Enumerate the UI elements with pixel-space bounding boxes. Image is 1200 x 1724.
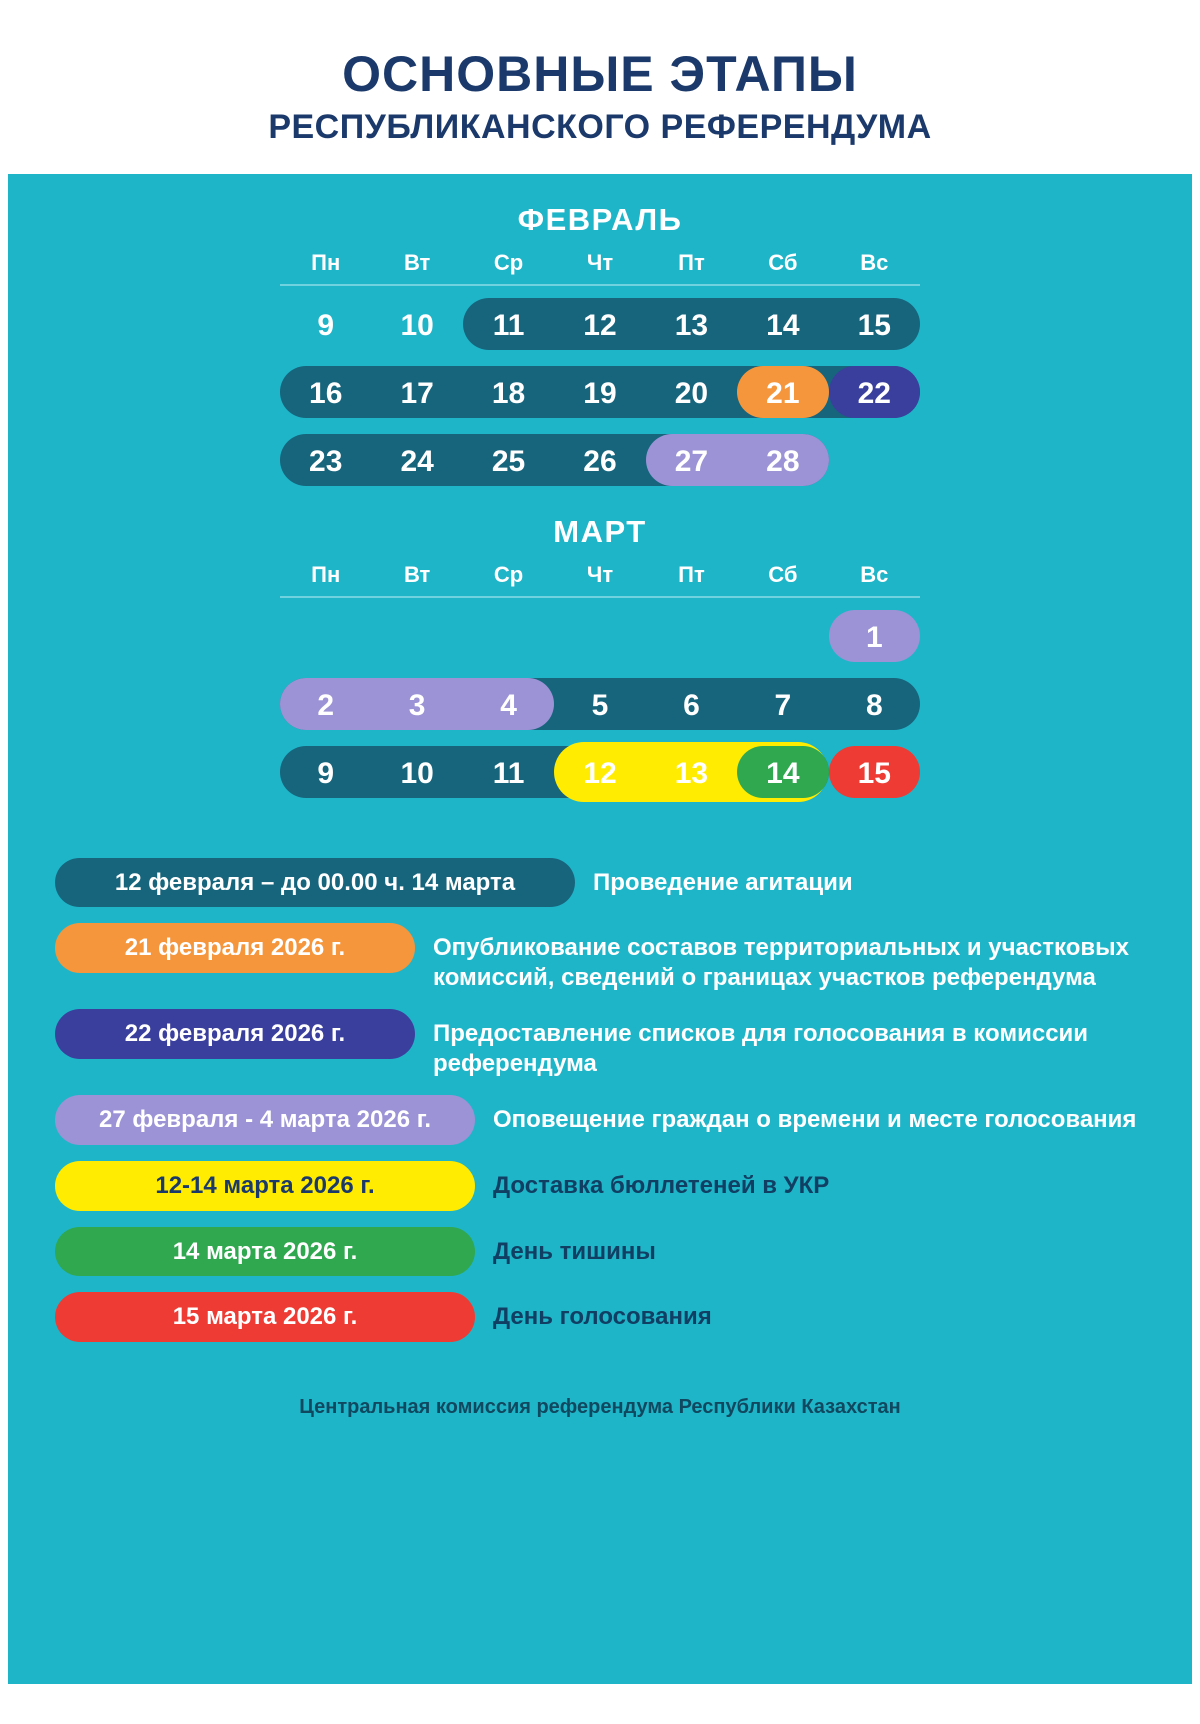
day-cell[interactable]: 26 [583, 444, 617, 478]
calendar-february [280, 202, 920, 490]
weekday-tue: Вт [403, 561, 431, 587]
day-cell[interactable]: 25 [491, 444, 526, 478]
day-cell[interactable]: 24 [400, 444, 434, 478]
legend-item [55, 858, 1145, 908]
legend-item [55, 1161, 1145, 1211]
page-subtitle: РЕСПУБЛИКАНСКОГО РЕФЕРЕНДУМА [268, 107, 932, 146]
legend-list [55, 858, 1145, 1342]
day-cell-empty [554, 612, 645, 664]
legend-item [55, 1009, 1145, 1079]
day-cell[interactable]: 11 [492, 756, 525, 790]
day-cell-highlight-1[interactable]: 1 [865, 620, 883, 654]
calendar-march [280, 514, 920, 802]
day-cell[interactable]: 14 [766, 308, 800, 342]
day-cell-highlight-22[interactable]: 22 [857, 376, 891, 410]
day-cell[interactable]: 12 [583, 308, 617, 342]
day-cell[interactable]: 17 [400, 376, 434, 410]
legend-text-12-14-march: Доставка бюллетеней в УКР [493, 1172, 830, 1200]
day-cell-empty [463, 612, 554, 664]
weekday-thu: Чт [586, 249, 614, 275]
day-cell-highlight-15[interactable]: 15 [857, 756, 891, 790]
footer-note: Центральная комиссия референдума Республики Казахстан [299, 1395, 901, 1418]
day-cell[interactable]: 10 [400, 308, 434, 342]
legend-text-14-march: День тишины [493, 1237, 656, 1265]
weekday-fri: Пт [678, 561, 705, 587]
day-cell-highlight-27[interactable]: 27 [674, 444, 709, 478]
weekday-fri: Пт [678, 249, 705, 275]
legend-text-21-february: Опубликование составов территориальных и участковых комиссий, сведений о границах участков референдума [433, 934, 1129, 992]
day-cell-empty [829, 436, 920, 488]
legend-chip-14-march: 14 марта 2026 г. [55, 1227, 475, 1277]
legend-chip-15-march: 15 марта 2026 г. [55, 1292, 475, 1342]
weekday-wed: Ср [493, 561, 524, 587]
day-cell-highlight-21[interactable]: 21 [766, 376, 800, 410]
legend-item [55, 1227, 1145, 1277]
legend-text-27-february-4-march: Оповещение граждан о времени и месте голосования [493, 1106, 1137, 1134]
weekday-sun: Вс [860, 561, 889, 587]
day-cell-highlight-13[interactable]: 13 [674, 756, 709, 790]
weekday-header-march [280, 562, 920, 598]
day-cell-highlight-14[interactable]: 14 [766, 756, 800, 790]
legend-chip-27-february-4-march: 27 февраля - 4 марта 2026 г. [55, 1095, 475, 1145]
page-title: ОСНОВНЫЕ ЭТАПЫ [342, 46, 858, 102]
day-cell-empty [280, 612, 371, 664]
calendar-week [280, 434, 920, 490]
weekday-sun: Вс [860, 249, 889, 275]
weekday-sat: Сб [768, 249, 798, 275]
day-cell[interactable]: 16 [309, 376, 343, 410]
legend-chip-12-14-march: 12-14 марта 2026 г. [55, 1161, 475, 1211]
weekday-wed: Ср [493, 249, 524, 275]
day-cell-empty [737, 612, 828, 664]
day-cell[interactable]: 8 [865, 688, 883, 722]
weekday-mon: Пн [311, 249, 341, 275]
calendar-week [280, 298, 920, 354]
day-cell[interactable]: 20 [674, 376, 709, 410]
weekday-tue: Вт [403, 249, 431, 275]
calendar-title-february: ФЕВРАЛЬ [517, 201, 683, 237]
legend-chip-22-february: 22 февраля 2026 г. [55, 1009, 415, 1059]
day-cell[interactable]: 6 [683, 688, 700, 722]
day-cell[interactable]: 23 [309, 444, 343, 478]
calendar-title-march: МАРТ [553, 513, 647, 549]
legend-chip-21-february: 21 февраля 2026 г. [55, 923, 415, 973]
day-cell[interactable]: 5 [591, 688, 609, 722]
legend-item [55, 923, 1145, 993]
day-cell-empty [646, 612, 737, 664]
legend-chip-agitation: 12 февраля – до 00.00 ч. 14 марта [55, 858, 575, 908]
day-cell[interactable]: 11 [492, 308, 525, 342]
day-cell[interactable]: 13 [674, 308, 709, 342]
day-cell-highlight-28[interactable]: 28 [766, 444, 800, 478]
day-cell[interactable]: 15 [857, 308, 891, 342]
calendar-week [280, 610, 920, 666]
day-cell-highlight-2[interactable]: 2 [317, 688, 335, 722]
legend-text-22-february: Предоставление списков для голосования в комиссии референдума [433, 1020, 1089, 1078]
day-cell-highlight-3[interactable]: 3 [408, 688, 426, 722]
day-cell-highlight-12[interactable]: 12 [583, 756, 617, 790]
calendar-week [280, 678, 920, 734]
calendar-panel [8, 174, 1192, 1684]
weekday-sat: Сб [768, 561, 798, 587]
day-cell[interactable]: 18 [491, 376, 526, 410]
weekday-thu: Чт [586, 561, 614, 587]
day-cell[interactable]: 19 [583, 376, 617, 410]
legend-text-agitation: Проведение агитации [593, 868, 853, 896]
day-cell[interactable]: 7 [774, 688, 792, 722]
day-cell[interactable]: 10 [400, 756, 434, 790]
calendar-week [280, 366, 920, 422]
legend-text-15-march: День голосования [493, 1303, 712, 1331]
weekday-mon: Пн [311, 561, 341, 587]
poster-header [0, 0, 1200, 174]
calendar-week [280, 746, 920, 802]
legend-item [55, 1292, 1145, 1342]
legend-item [55, 1095, 1145, 1145]
weekday-header-february [280, 250, 920, 286]
day-cell[interactable]: 9 [317, 756, 335, 790]
day-cell[interactable]: 9 [317, 308, 335, 342]
day-cell-empty [371, 612, 462, 664]
day-cell-highlight-4[interactable]: 4 [500, 688, 517, 722]
